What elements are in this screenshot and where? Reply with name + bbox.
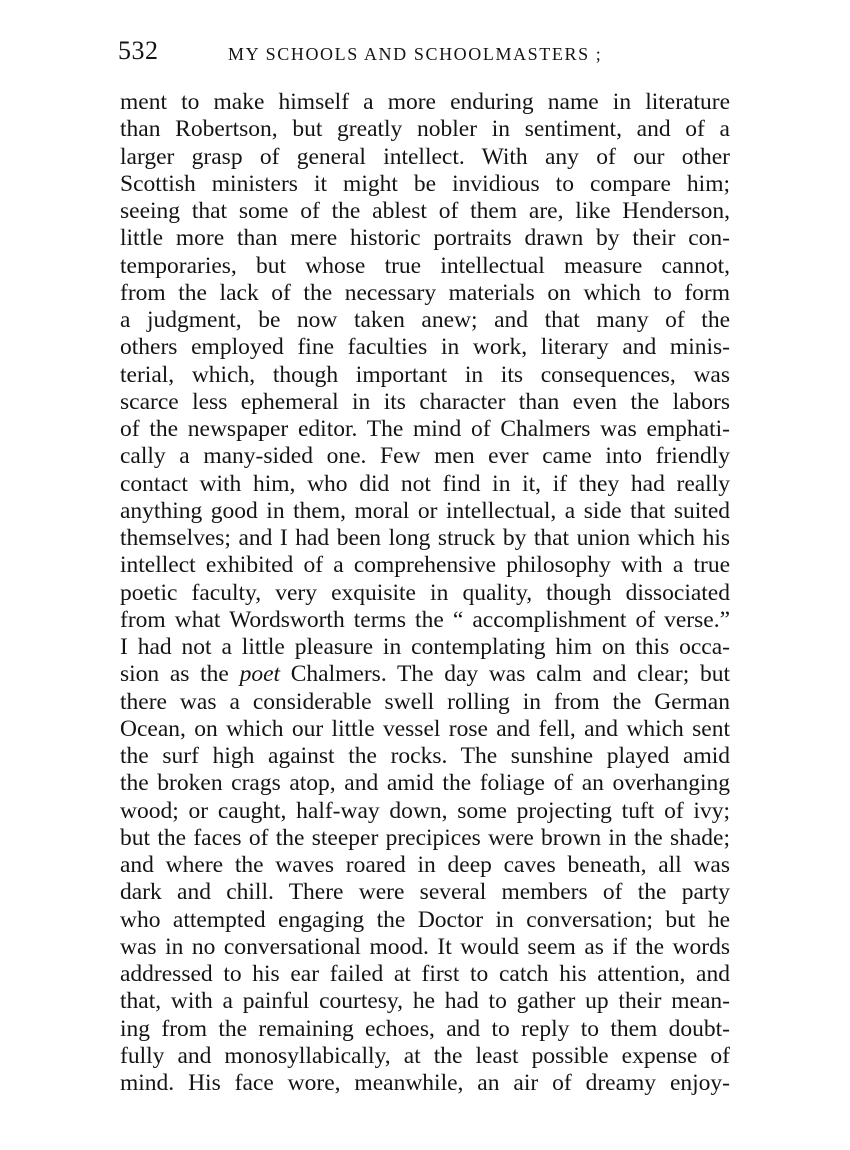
text-line: from the lack of the necessary materials on which to form	[120, 279, 730, 306]
running-head: MY SCHOOLS AND SCHOOLMASTERS ;	[228, 44, 603, 64]
text-line: scarce less ephemeral in its character than even the labors	[120, 388, 730, 415]
page-header	[118, 34, 730, 74]
text-line: contact with him, who did not find in it, if they had really	[120, 470, 730, 497]
page-number: 532	[118, 36, 159, 65]
text-line: Scottish ministers it might be invidious to compare him;	[120, 170, 730, 197]
text-line: cally a many-sided one. Few men ever came into friendly	[120, 443, 730, 470]
text-line: terial, which, though important in its consequences, was	[120, 361, 730, 388]
text-line: little more than mere historic portraits drawn by their con-	[120, 225, 730, 252]
text-line: ment to make himself a more enduring name in literature	[120, 89, 730, 115]
text-line: temporaries, but whose true intellectual measure cannot,	[120, 252, 730, 279]
text-segment: Chalmers. The day was calm and clear; but	[280, 661, 730, 688]
text-line: others employed fine faculties in work, literary and minis-	[120, 334, 730, 361]
text-line: was in no conversational mood. It would seem as if the words	[120, 933, 730, 960]
text-line: of the newspaper editor. The mind of Chalmers was emphati-	[120, 416, 730, 442]
text-line	[120, 661, 730, 688]
text-line: mind. His face wore, meanwhile, an air of dreamy enjoy-	[120, 1070, 730, 1096]
text-line: anything good in them, moral or intellectual, a side that suited	[120, 497, 730, 524]
text-segment: sion as the	[120, 661, 240, 688]
italic-word: poet	[239, 661, 281, 688]
text-line: seeing that some of the ablest of them are, like Henderson,	[120, 198, 730, 224]
text-line: fully and monosyllabically, at the least possible expense of	[120, 1042, 730, 1069]
text-line: but the faces of the steeper precipices were brown in the shade;	[120, 824, 730, 851]
text-line: addressed to his ear failed at first to catch his attention, and	[120, 961, 730, 987]
text-line: ing from the remaining echoes, and to reply to them doubt-	[120, 1015, 730, 1042]
text-line: dark and chill. There were several members of the party	[120, 879, 730, 906]
text-line: that, with a painful courtesy, he had to gather up their mean-	[120, 988, 730, 1015]
text-line: larger grasp of general intellect. With any of our other	[120, 143, 730, 170]
text-line: poetic faculty, very exquisite in quality, though dissociated	[120, 579, 730, 606]
text-line: than Robertson, but greatly nobler in sentiment, and of a	[120, 116, 730, 143]
text-line: intellect exhibited of a comprehensive philosophy with a true	[120, 552, 730, 579]
text-line: wood; or caught, half-way down, some projecting tuft of ivy;	[120, 797, 730, 824]
text-line: a judgment, be now taken anew; and that many of the	[120, 307, 730, 333]
text-line: I had not a little pleasure in contemplating him on this occa-	[120, 634, 730, 660]
text-line: Ocean, on which our little vessel rose and fell, and which sent	[120, 715, 730, 742]
body-text	[120, 89, 730, 1097]
text-line: and where the waves roared in deep caves beneath, all was	[120, 852, 730, 878]
text-line: who attempted engaging the Doctor in conversation; but he	[120, 906, 730, 933]
text-line: the broken crags atop, and amid the foliage of an overhanging	[120, 770, 730, 797]
text-line: there was a considerable swell rolling in from the German	[120, 688, 730, 715]
text-line: themselves; and I had been long struck by that union which his	[120, 525, 730, 551]
text-line: the surf high against the rocks. The sunshine played amid	[120, 743, 730, 769]
text-line: from what Wordsworth terms the “ accomplishment of verse.”	[120, 606, 730, 633]
